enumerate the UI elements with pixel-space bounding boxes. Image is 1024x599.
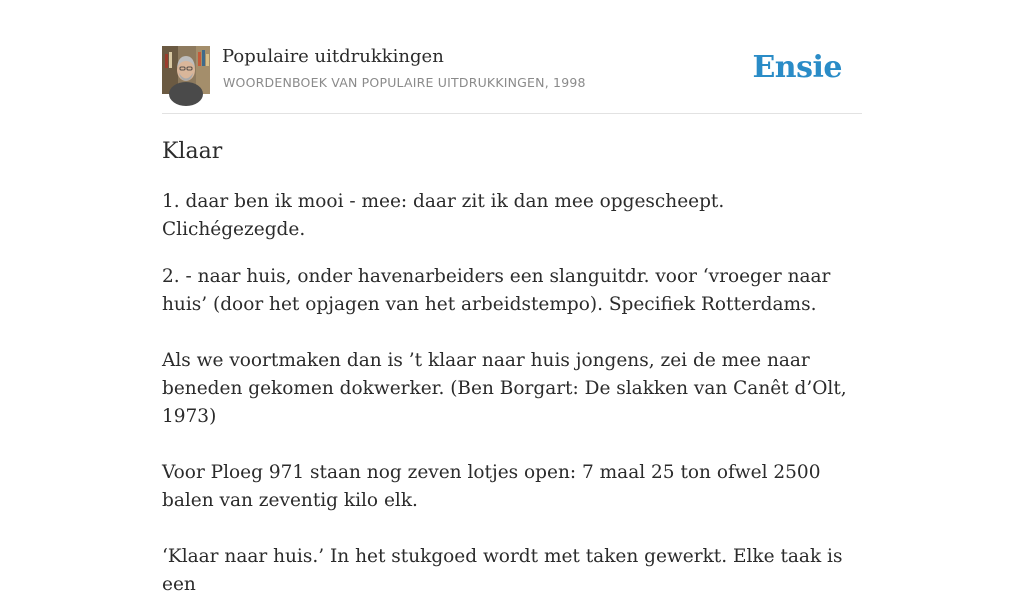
example-paragraph-1: Als we voortmaken dan is ’t klaar naar huis jongens, zei de mee naar beneden gekomen dokwerker. (Ben Borgart: De slakken van Canêt d’Olt, 1973) xyxy=(162,350,847,427)
source-header xyxy=(162,46,862,96)
source-title[interactable]: Populaire uitdrukkingen xyxy=(222,46,444,67)
author-avatar[interactable] xyxy=(162,46,210,94)
entry-headword: Klaar xyxy=(162,139,223,164)
example-paragraph-2: Voor Ploeg 971 staan nog zeven lotjes open: 7 maal 25 ton ofwel 2500 balen van zeventig kilo elk. xyxy=(162,462,821,511)
ensie-logo[interactable]: Ensie xyxy=(752,50,842,85)
example-paragraph-3: ‘Klaar naar huis.’ In het stukgoed wordt met taken gewerkt. Elke taak is een xyxy=(162,546,843,595)
entry-content xyxy=(162,138,862,599)
definition-paragraph-1: 1. daar ben ik mooi - mee: daar zit ik dan mee opgescheept. Clichégezegde. xyxy=(162,191,725,240)
author-portrait-icon xyxy=(162,46,210,94)
definition-paragraph-2: 2. - naar huis, onder havenarbeiders een slanguitdr. voor ‘vroeger naar huis’ (door het opjagen van het arbeidstempo). Specifiek Rotterdams. xyxy=(162,266,831,315)
source-subtitle: WOORDENBOEK VAN POPULAIRE UITDRUKKINGEN, 1998 xyxy=(223,75,586,90)
header-divider xyxy=(162,113,862,114)
